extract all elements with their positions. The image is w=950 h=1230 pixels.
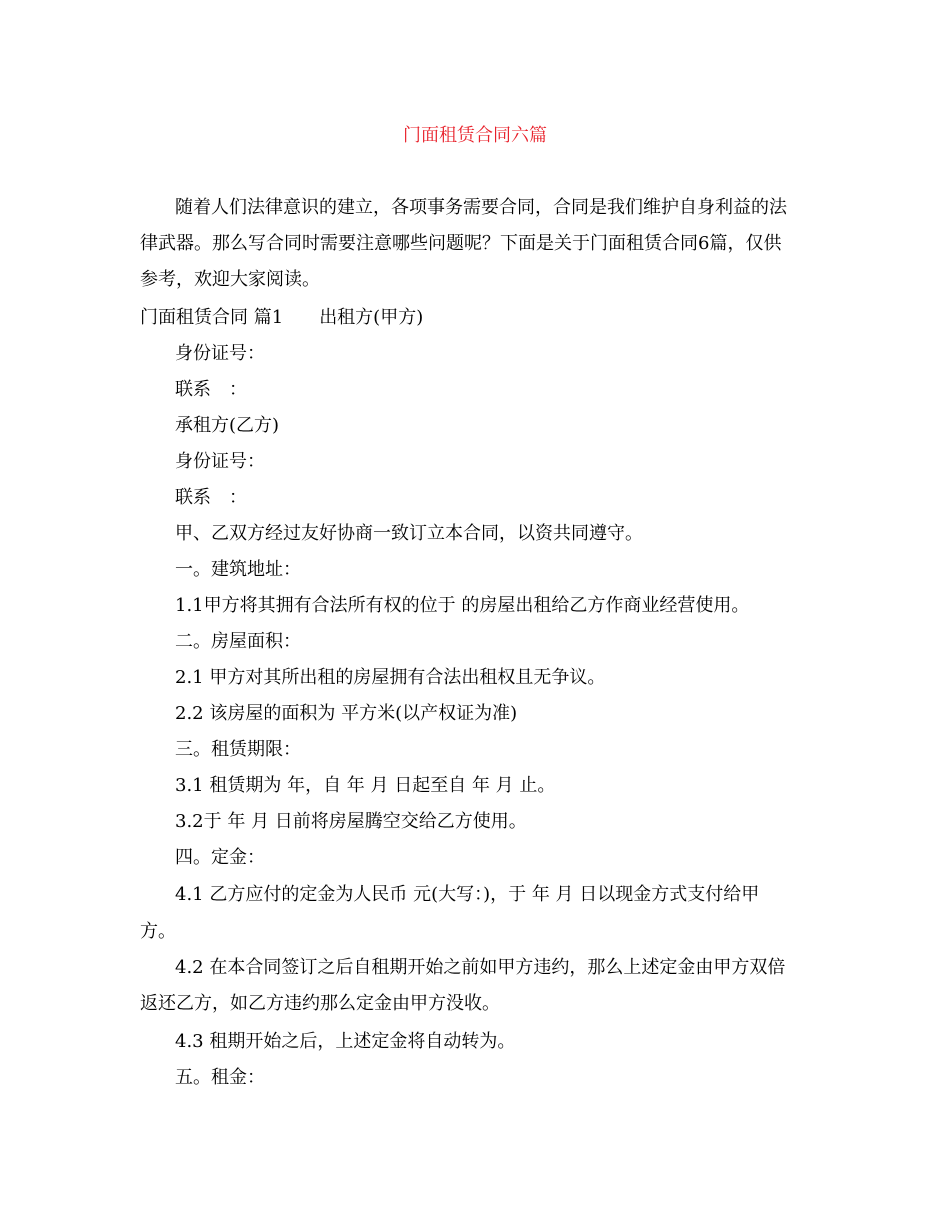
section-heading: 门面租赁合同 篇1 [140, 307, 284, 328]
document-title: 门面租赁合同六篇 [403, 125, 547, 146]
intro-line-3: 参考，欢迎大家阅读。 [140, 269, 320, 290]
contract-line: 身份证号： [175, 343, 265, 364]
contract-line: 甲、乙双方经过友好协商一致订立本合同，以资共同遵守。 [175, 523, 643, 544]
contract-line: 身份证号： [175, 451, 265, 472]
contract-line: 三。租赁期限： [175, 739, 301, 760]
section-heading-row [140, 306, 423, 330]
contract-line: 联系 ： [175, 379, 247, 400]
contract-line: 3.1 租赁期为 年，自 年 月 日起至自 年 月 止。 [175, 775, 556, 796]
contract-line: 五。租金： [175, 1067, 265, 1088]
contract-line: 4.1 乙方应付的定金为人民币 元(大写：)，于 年 月 日以现金方式支付给甲 [175, 884, 760, 905]
contract-line: 4.2 在本合同签订之后自租期开始之前如甲方违约，那么上述定金由甲方双倍 [175, 957, 786, 978]
contract-line: 联系 ： [175, 487, 247, 508]
contract-line: 2.1 甲方对其所出租的房屋拥有合法出租权且无争议。 [175, 667, 606, 688]
contract-line: 返还乙方，如乙方违约那么定金由甲方没收。 [140, 993, 500, 1014]
contract-line: 二。房屋面积： [175, 631, 301, 652]
contract-line: 4.3 租期开始之后，上述定金将自动转为。 [175, 1031, 516, 1052]
contract-line: 方。 [140, 921, 176, 942]
contract-line: 四。定金： [175, 847, 265, 868]
contract-line: 一。建筑地址： [175, 559, 301, 580]
lessor-label: 出租方(甲方) [319, 307, 424, 328]
contract-line: 2.2 该房屋的面积为 平方米(以产权证为准) [175, 703, 518, 724]
contract-line: 承租方(乙方) [175, 415, 280, 436]
intro-line-2: 律武器。那么写合同时需要注意哪些问题呢？下面是关于门面租赁合同6篇，仅供 [140, 233, 782, 254]
contract-line: 1.1甲方将其拥有合法所有权的位于 的房屋出租给乙方作商业经营使用。 [175, 595, 750, 616]
intro-line-1: 随着人们法律意识的建立，各项事务需要合同，合同是我们维护自身利益的法 [175, 197, 787, 218]
contract-line: 3.2于 年 月 日前将房屋腾空交给乙方使用。 [175, 811, 527, 832]
